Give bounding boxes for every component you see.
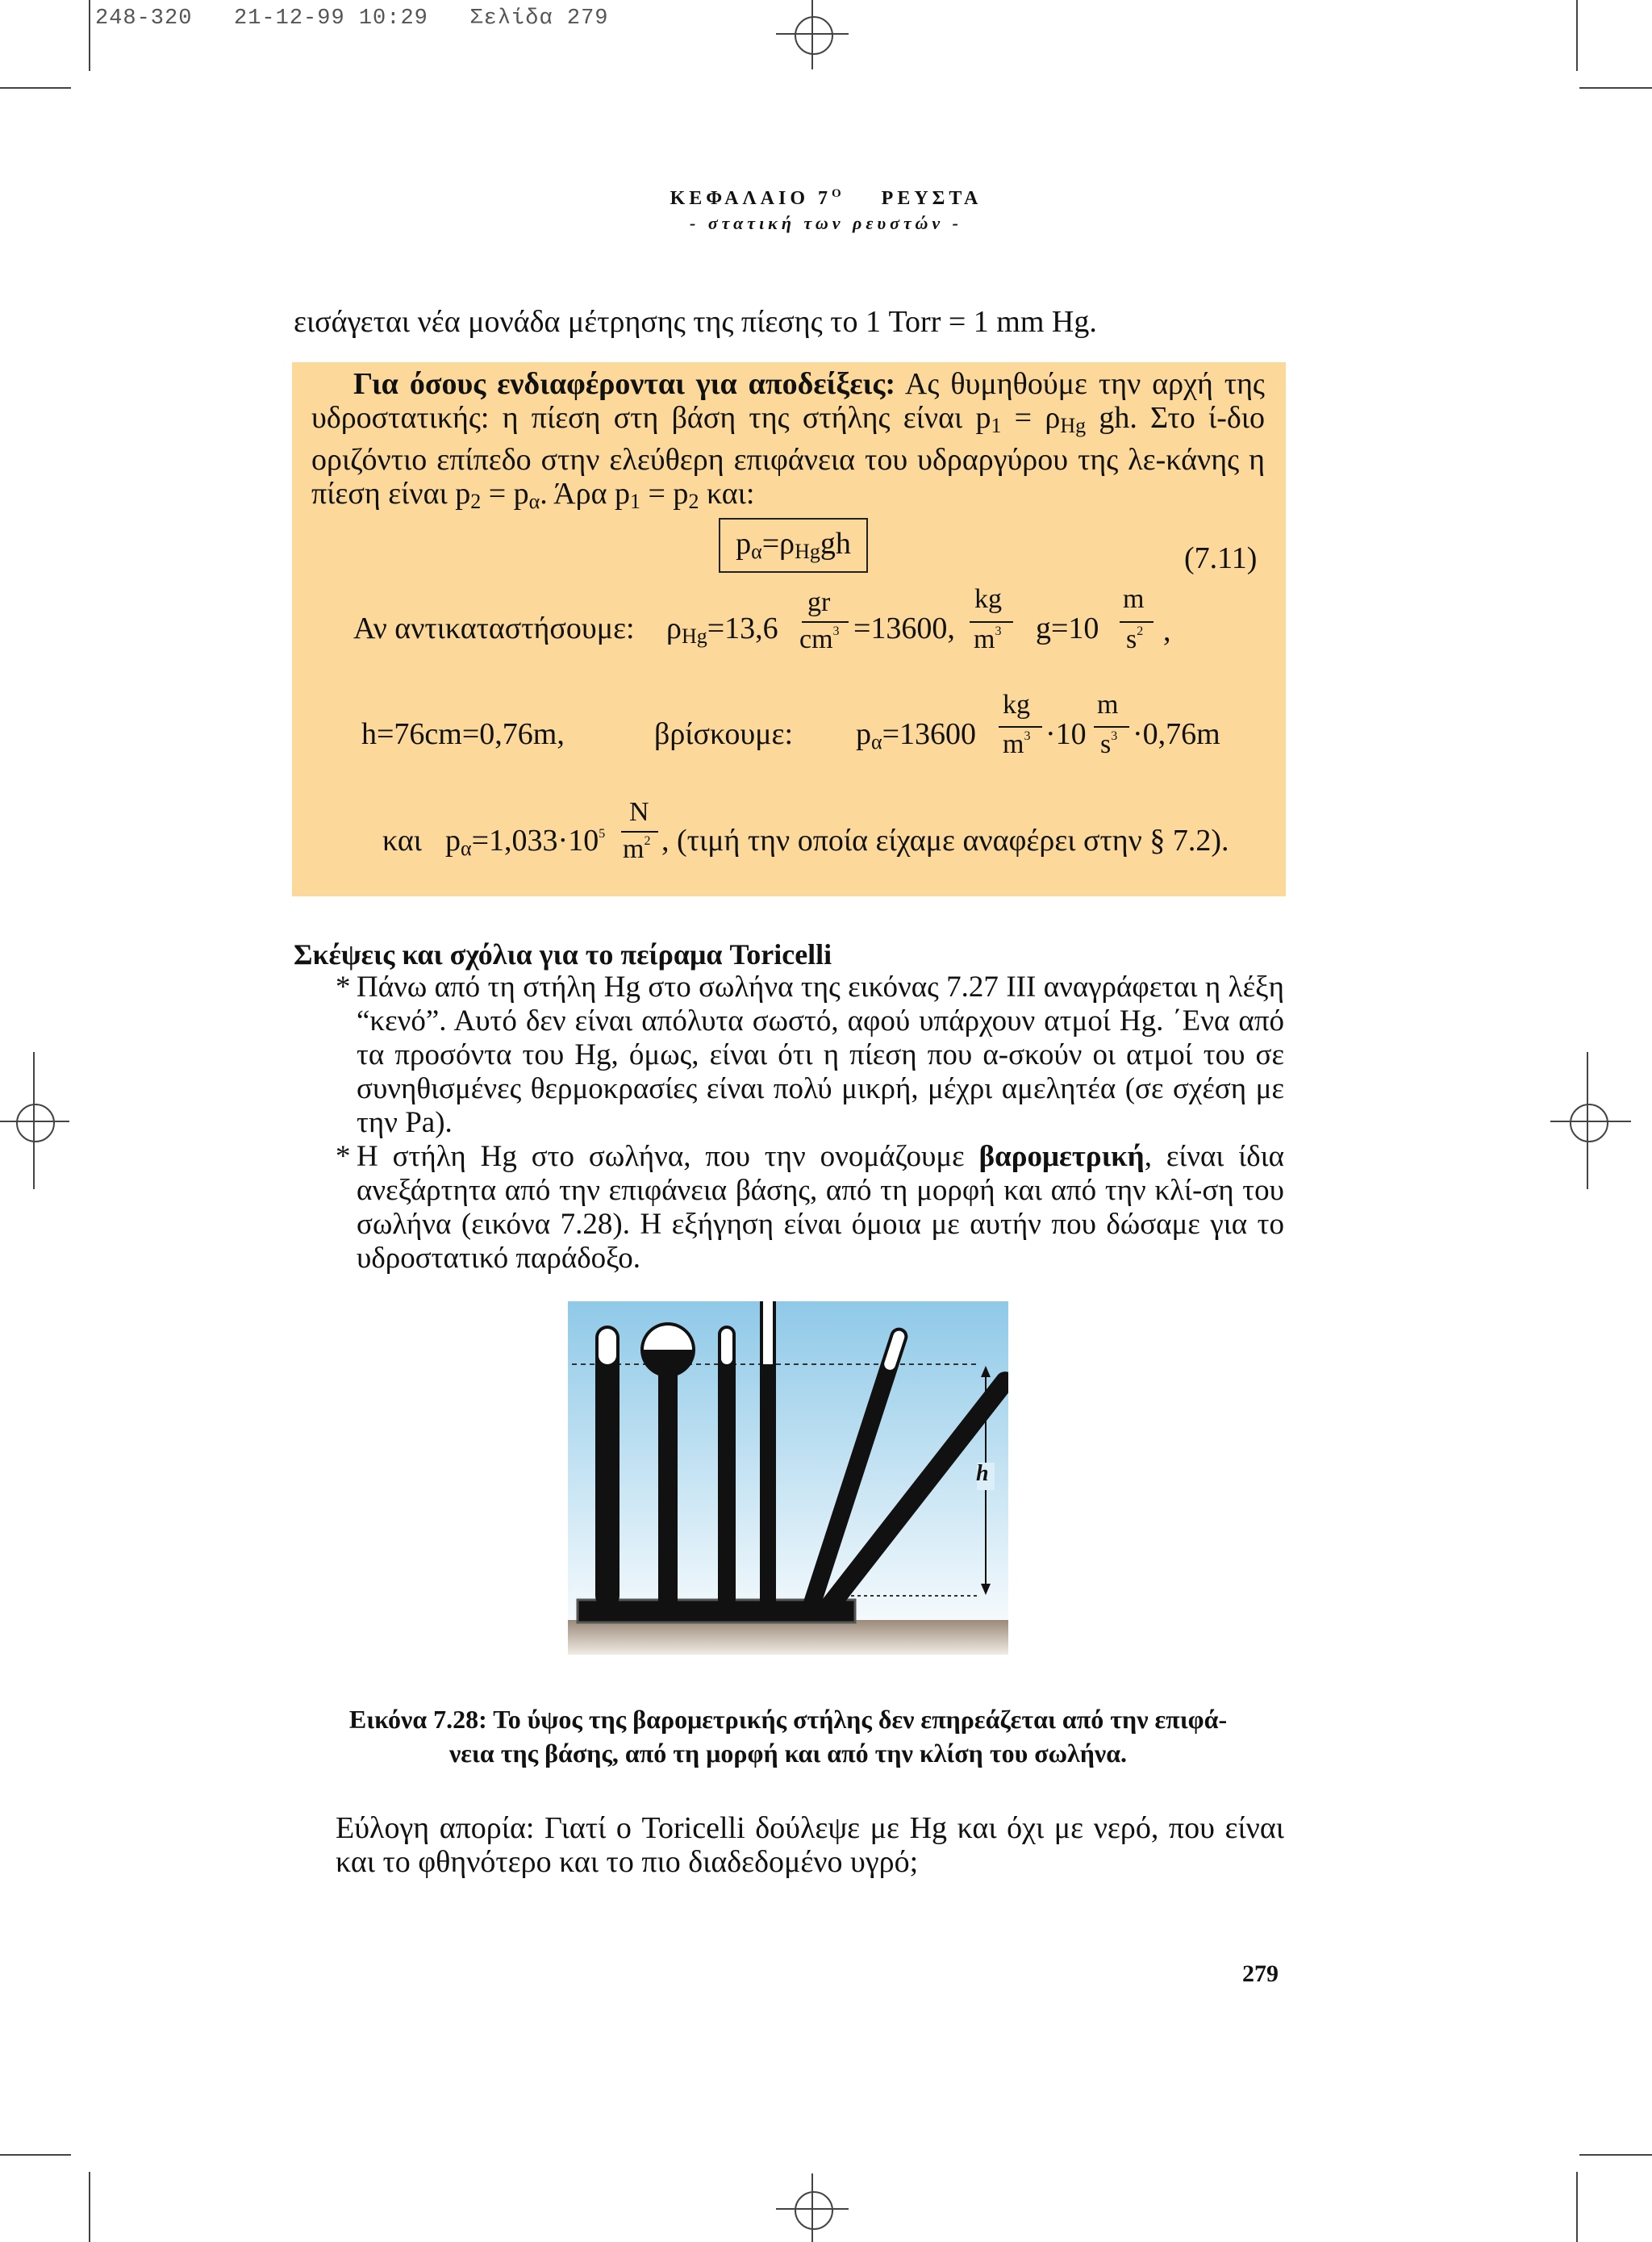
final-paragraph: Εύλογη απορία: Γιατί ο Toricelli δούλεψε με Hg και όχι με νερό, που είναι και το φθηνότερο και το πιο διαδεδομένο υγρό; (336, 1811, 1284, 1879)
crop-mark (0, 2154, 71, 2156)
bullet-star: * (336, 1140, 351, 1173)
barometer-figure (568, 1301, 1008, 1655)
kai-word: και (382, 824, 422, 858)
unit-s3: $s^3$ (1100, 729, 1118, 759)
h-label: h (976, 1461, 989, 1486)
unit-N: N (629, 797, 649, 827)
unit-cm3: $cm^3$ (799, 624, 840, 654)
crop-mark (89, 0, 90, 71)
boxed-formula: $p_\alpha=\rho_{Hg}gh$ (719, 518, 868, 573)
bullet-2-text: Η στήλη Hg στο σωλήνα, που την ονομάζουμε βαρομετρική, είναι ίδια ανεξάρτητα από την επιφάνεια βάσης, από τη μορφή και από την κλί-ση του σωλήνα (εικόνα 7.28). Η εξήγηση είναι όμοια με αυτήν που δώσαμε για το υδροστατικό παράδοξο. (357, 1140, 1284, 1275)
section-title: Σκέψεις και σχόλια για το πείραμα Toricelli (294, 938, 832, 971)
fraction-bar (621, 831, 658, 833)
running-subtitle: - στατική των ρευστών - (690, 213, 962, 233)
unit-m3: $m^3$ (974, 624, 1002, 654)
running-head: ΚΕΦΑΛΑΙΟ $7^O$ ΡΕΥΣΤΑ (670, 187, 982, 209)
unit-m2: $m^2$ (623, 834, 651, 864)
crop-mark (1579, 2154, 1652, 2156)
print-header: 248-320 21-12-99 10:29 Σελίδα 279 (95, 6, 609, 31)
unit-kg: kg (974, 584, 1002, 614)
result-note: , (τιμή την οποία είχαμε αναφέρει στην § 7.2). (661, 824, 1229, 858)
fraction-bar (970, 621, 1013, 623)
crop-mark (89, 2172, 90, 2242)
page-number: 279 (1242, 1960, 1279, 1987)
g-value: g=10 (1036, 612, 1099, 645)
crop-mark (1579, 87, 1652, 89)
fraction-bar (1094, 726, 1129, 728)
unit-m3: $m^3$ (1003, 729, 1031, 759)
unit-kg: kg (1003, 690, 1030, 720)
substitute-label: Αν αντικαταστήσουμε: (353, 612, 635, 645)
crop-mark (1576, 2172, 1578, 2242)
p-alpha-result: $p_\alpha=1,033\cdot 10^5$ (445, 824, 606, 860)
unit-gr: gr (807, 587, 831, 617)
bullet-1-text: Πάνω από τη στήλη Hg στο σωλήνα της εικόνας 7.27 ΙΙΙ αναγράφεται η λέξη “κενό”. Αυτό δεν είναι απόλυτα σωστό, αφού υπάρχουν ατμοί Hg. ΄Ενα από τα προσόντα του Hg, όμως, είναι ότι η πίεση που α-σκούν οι ατμοί του σε συνηθισμένες θερμοκρασίες είναι πολύ μικρή, μέχρι αμελητέα (σε σχέση με την Pa). (357, 971, 1284, 1139)
unit-m: m (1097, 690, 1119, 720)
p-alpha-13600: $p_\alpha=13600$ (856, 717, 977, 754)
fraction-bar (802, 621, 849, 623)
times-076: ·0,76m (1133, 717, 1220, 751)
equation-number: (7.11) (1184, 541, 1258, 575)
crop-mark (0, 87, 71, 89)
proof-paragraph: Για όσους ενδιαφέρονται για αποδείξεις: Ας θυμηθούμε την αρχή της υδροστατικής: η πίεση στη βάση της στήλης είναι $p_1 = \rho_{Hg}$ gh. Στο ί-διο οριζόντιο επίπεδο στην ελεύθερη επιφάνεια του υδραργύρου της λε-κάνης η πίεση είναι $p_2 = p_\alpha$. Άρα $p_1 = p_2$ και: (311, 367, 1265, 513)
h-value: h=76cm=0,76m, (361, 717, 565, 751)
times-10: ·10 (1045, 717, 1087, 751)
unit-s2: $s^2$ (1126, 624, 1144, 654)
fraction-bar (999, 726, 1042, 728)
figure-caption: Εικόνα 7.28: Το ύψος της βαρομετρικής στήλης δεν επηρεάζεται από την επιφά- νεια της βάσης, από τη μορφή και από την κλίση του σωλήνα. (348, 1705, 1228, 1768)
find-label: βρίσκουμε: (654, 717, 794, 751)
value-13600: =13600, (853, 612, 955, 645)
unit-m: m (1123, 584, 1145, 614)
bullet-star: * (336, 971, 351, 1004)
intro-line: εισάγεται νέα μονάδα μέτρησης της πίεσης το 1 Torr = 1 mm Hg. (294, 305, 1097, 339)
fraction-bar (1120, 621, 1153, 623)
rho-hg: $\rho_{Hg}=13,6$ (666, 612, 778, 648)
crop-mark (1576, 0, 1578, 71)
comma: , (1163, 614, 1171, 648)
